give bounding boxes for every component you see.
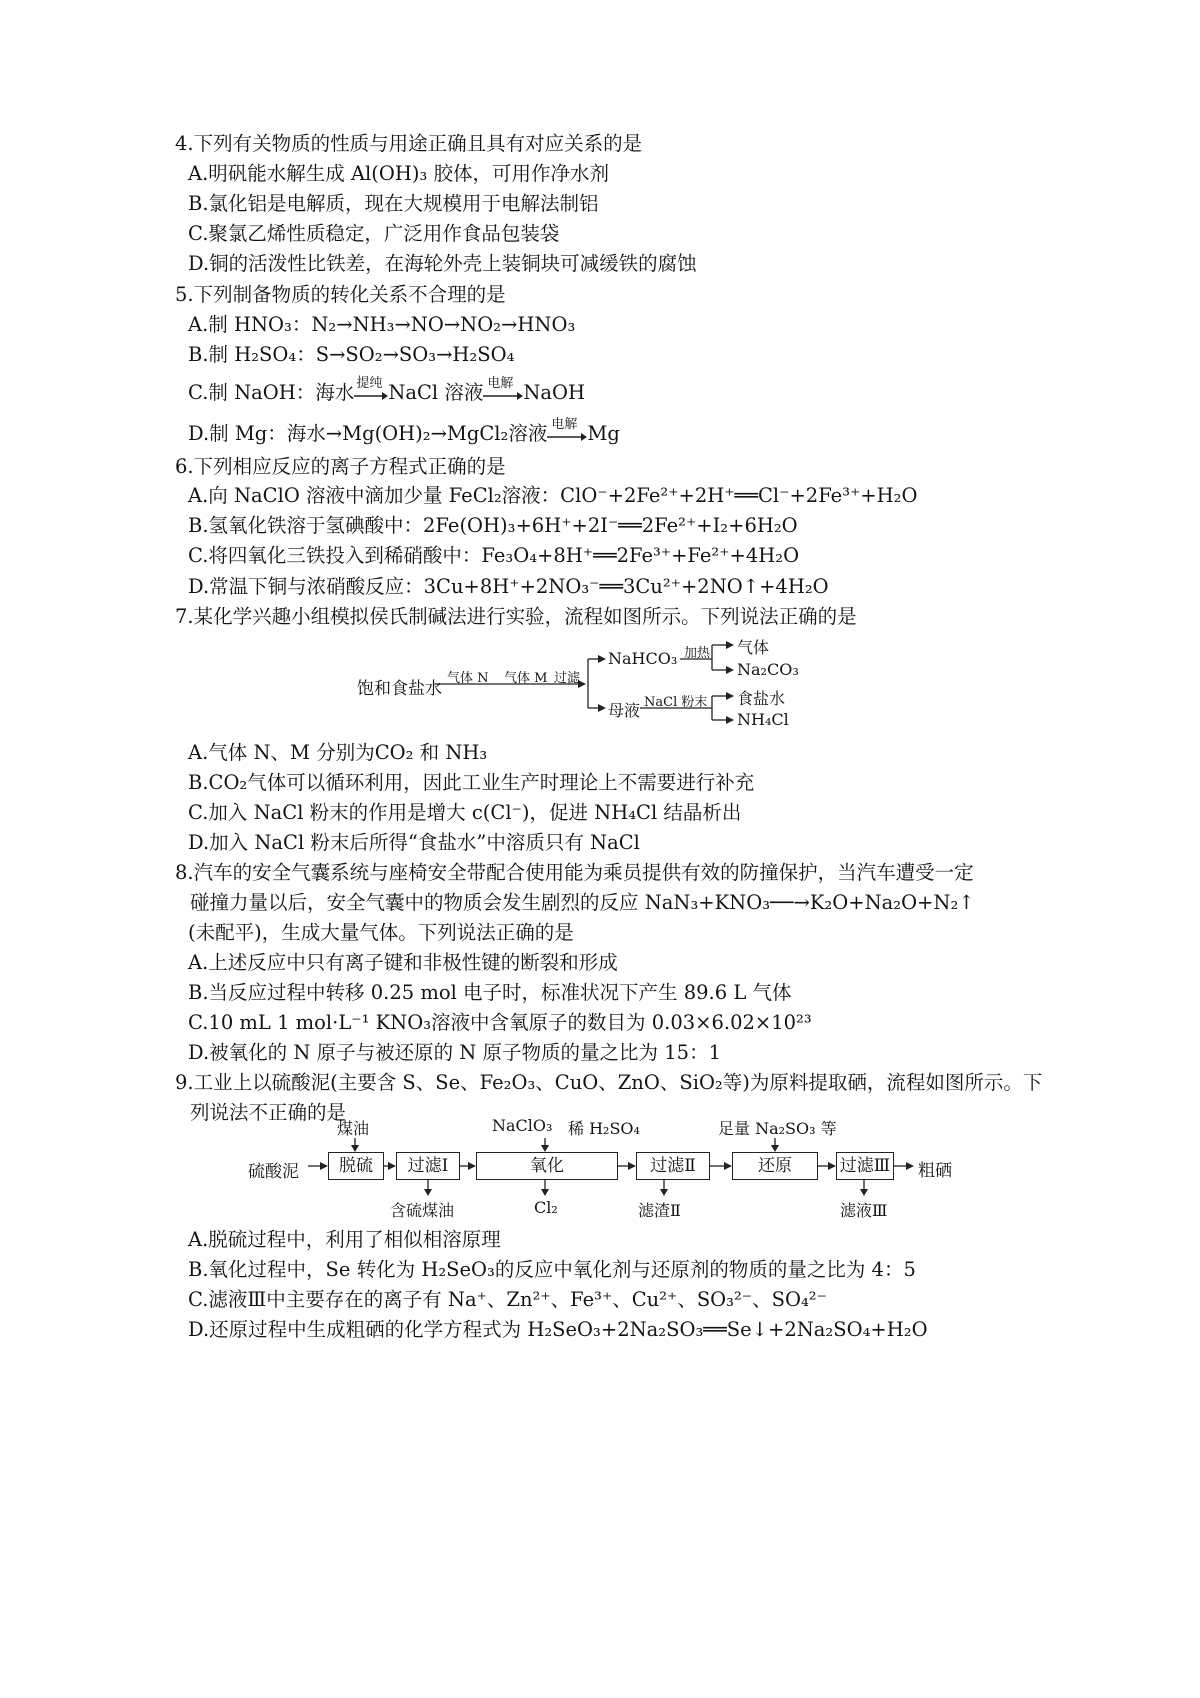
q9-stem-line-1: 9.工业上以硫酸泥(主要含 S、Se、Fe₂O₃、CuO、ZnO、SiO₂等)为原料提取硒，流程如图所示。下: [175, 1071, 1043, 1094]
q5-d-arrow-label: 电解: [551, 416, 578, 432]
q9-flow-filter-3-box: 过滤Ⅲ: [836, 1152, 894, 1180]
q4-stem: 4.下列有关物质的性质与用途正确且具有对应关系的是: [175, 132, 643, 155]
q5-d-prefix: D.制 Mg：海水→Mg(OH)₂→MgCl₂溶液: [188, 422, 548, 445]
q9-flow-oxidize-box: 氧化: [476, 1152, 618, 1180]
q5-option-b: B.制 H₂SO₄：S→SO₂→SO₃→H₂SO₄: [188, 343, 515, 366]
q9-flow-start: 硫酸泥: [248, 1162, 299, 1182]
q7-flow-gas-n: 气体 N: [447, 671, 489, 686]
q4-option-b: B.氯化铝是电解质，现在大规模用于电解法制铝: [188, 192, 599, 215]
q9-flow-dilute-h2so4: 稀 H₂SO₄: [568, 1119, 640, 1138]
q9-flow-desulfurize-box: 脱硫: [328, 1152, 384, 1180]
q8-option-a: A.上述反应中只有离子键和非极性键的断裂和形成: [188, 951, 618, 974]
q9-flow-sulfur-kerosene: 含硫煤油: [390, 1201, 455, 1220]
q7-flow-nahco3: NaHCO₃: [608, 649, 678, 668]
q9-option-a: A.脱硫过程中，利用了相似相溶原理: [188, 1228, 501, 1251]
q9-flow-naclo3: NaClO₃: [492, 1116, 553, 1135]
q6-option-a: A.向 NaClO 溶液中滴加少量 FeCl₂溶液：ClO⁻+2Fe²⁺+2H⁺══Cl⁻+2Fe³⁺+H₂O: [188, 484, 918, 507]
q5-stem: 5.下列制备物质的转化关系不合理的是: [175, 283, 506, 306]
q5-c-arrow-1-label: 提纯: [356, 375, 383, 391]
q4-option-c: C.聚氯乙烯性质稳定，广泛用作食品包装袋: [188, 222, 560, 245]
q7-option-b: B.CO₂气体可以循环利用，因此工业生产时理论上不需要进行补充: [188, 771, 755, 794]
q9-flow-reduce-box: 还原: [732, 1152, 818, 1180]
q9-stem-line-2: 列说法不正确的是: [190, 1101, 347, 1124]
q9-flow-filter-2-box: 过滤Ⅱ: [636, 1152, 710, 1180]
q9-flow-cl2: Cl₂: [534, 1198, 558, 1217]
q7-flow-brine: 食盐水: [737, 689, 786, 708]
q6-option-b: B.氢氧化铁溶于氢碘酸中：2Fe(OH)₃+6H⁺+2I⁻══2Fe²⁺+I₂+6H₂O: [188, 514, 798, 537]
q6-stem: 6.下列相应反应的离子方程式正确的是: [175, 455, 506, 478]
q8-stem-line-2: 碰撞力量以后，安全气囊中的物质会发生剧烈的反应 NaN₃+KNO₃──→K₂O+Na₂O+N₂↑: [190, 891, 975, 914]
q7-flow-gas: 气体: [737, 638, 770, 657]
q5-d-end: Mg: [587, 422, 620, 445]
q7-option-d: D.加入 NaCl 粉末后所得“食盐水”中溶质只有 NaCl: [188, 831, 640, 854]
q9-option-c: C.滤液Ⅲ中主要存在的离子有 Na⁺、Zn²⁺、Fe³⁺、Cu²⁺、SO₃²⁻、SO₄²⁻: [188, 1288, 827, 1311]
q7-stem: 7.某化学兴趣小组模拟侯氏制碱法进行实验，流程如图所示。下列说法正确的是: [175, 605, 857, 628]
q7-flow-nacl-powder: NaCl 粉末: [644, 695, 708, 710]
q5-c-mid: NaCl 溶液: [388, 381, 484, 404]
q7-flow-mother-liquor: 母液: [608, 701, 641, 720]
q7-flow-nh4cl: NH₄Cl: [737, 710, 789, 729]
q9-flow-crude-se: 粗硒: [918, 1161, 952, 1181]
q8-option-b: B.当反应过程中转移 0.25 mol 电子时，标准状况下产生 89.6 L 气体: [188, 981, 792, 1004]
q4-option-a: A.明矾能水解生成 Al(OH)₃ 胶体，可用作净水剂: [188, 162, 610, 185]
q7-option-c: C.加入 NaCl 粉末的作用是增大 c(Cl⁻)，促进 NH₄Cl 结晶析出: [188, 801, 742, 824]
q7-flow-gas-m: 气体 M: [504, 671, 548, 686]
q9-option-b: B.氧化过程中，Se 转化为 H₂SeO₃的反应中氧化剂与还原剂的物质的量之比为 4：5: [188, 1258, 916, 1281]
q8-stem-line-1: 8.汽车的安全气囊系统与座椅安全带配合使用能为乘员提供有效的防撞保护，当汽车遭受一定: [175, 861, 974, 884]
q9-flow-residue-2: 滤渣Ⅱ: [638, 1201, 681, 1220]
q6-option-c: C.将四氧化三铁投入到稀硝酸中：Fe₃O₄+8H⁺══2Fe³⁺+Fe²⁺+4H₂O: [188, 544, 800, 567]
q7-flow-filter: 过滤: [554, 671, 581, 686]
q4-option-d: D.铜的活泼性比铁差，在海轮外壳上装铜块可减缓铁的腐蚀: [188, 252, 697, 275]
q5-c-prefix: C.制 NaOH：海水: [188, 381, 355, 404]
q9-flow-filter-1-box: 过滤Ⅰ: [396, 1152, 460, 1180]
q7-flow-na2co3: Na₂CO₃: [737, 660, 799, 679]
q5-c-end: NaOH: [523, 381, 586, 404]
q7-option-a: A.气体 N、M 分别为CO₂ 和 NH₃: [188, 741, 488, 764]
q9-flow-kerosene: 煤油: [337, 1119, 370, 1138]
q8-option-c: C.10 mL 1 mol·L⁻¹ KNO₃溶液中含氧原子的数目为 0.03×6.02×10²³: [188, 1011, 812, 1034]
q9-flow-excess-na2so3: 足量 Na₂SO₃ 等: [718, 1119, 837, 1138]
q8-stem-line-3: (未配平)，生成大量气体。下列说法正确的是: [188, 921, 574, 944]
q9-flow-filtrate-3: 滤液Ⅲ: [840, 1201, 888, 1220]
q5-option-a: A.制 HNO₃：N₂→NH₃→NO→NO₂→HNO₃: [188, 313, 576, 336]
q9-option-d: D.还原过程中生成粗硒的化学方程式为 H₂SeO₃+2Na₂SO₃══Se↓+2Na₂SO₄+H₂O: [188, 1318, 928, 1341]
q7-flow-start: 饱和食盐水: [357, 679, 442, 699]
q7-flow-heat: 加热: [684, 646, 711, 661]
q6-option-d: D.常温下铜与浓硝酸反应：3Cu+8H⁺+2NO₃⁻══3Cu²⁺+2NO↑+4H₂O: [188, 575, 829, 598]
q5-c-arrow-2-label: 电解: [487, 375, 514, 391]
q8-option-d: D.被氧化的 N 原子与被还原的 N 原子物质的量之比为 15：1: [188, 1041, 721, 1064]
